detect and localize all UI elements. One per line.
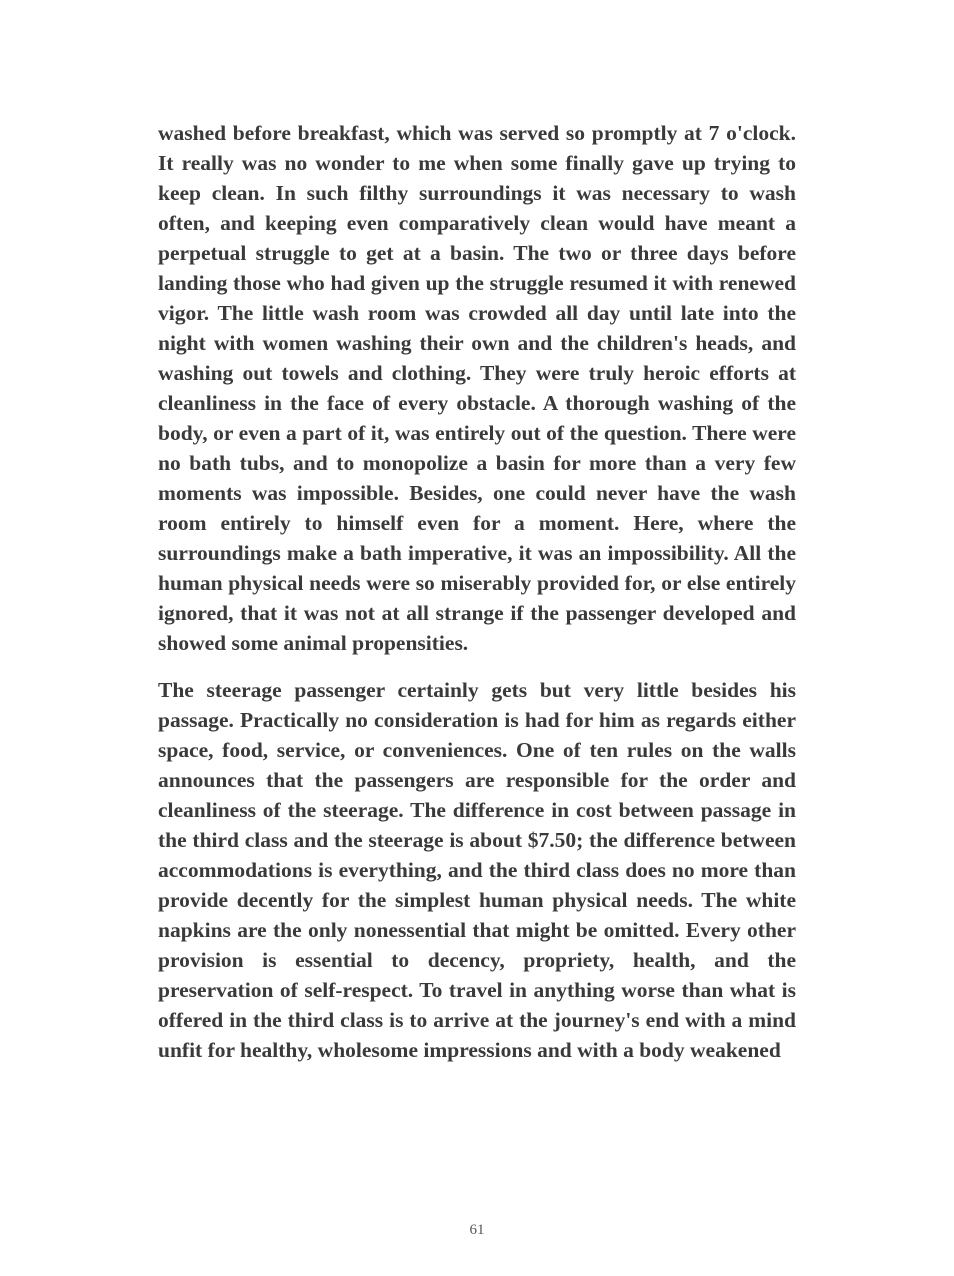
body-text <box>158 118 796 1065</box>
paragraph-2: The steerage passenger certainly gets but very little besides his passage. Practically no consideration is had for him as regards either space, food, service, or conveniences. One of ten rules on the walls announces that the passengers are responsible for the order and cleanliness of the steerage. The difference in cost between passage in the third class and the steerage is about $7.50; the difference between accommodations is everything, and the third class does no more than provide decently for the simplest human physical needs. The white napkins are the only nonessential that might be omitted. Every other provision is essential to decency, propriety, health, and the preservation of self-respect. To travel in anything worse than what is offered in the third class is to arrive at the journey's end with a mind unfit for healthy, wholesome impressions and with a body weakened <box>158 678 796 1062</box>
paragraph-1: washed before breakfast, which was served so promptly at 7 o'clock. It really was no wonder to me when some finally gave up trying to keep clean. In such filthy surroundings it was necessary to wash often, and keeping even comparatively clean would have meant a perpetual struggle to get at a basin. The two or three days before landing those who had given up the struggle resumed it with renewed vigor. The little wash room was crowded all day until late into the night with women washing their own and the children's heads, and washing out towels and clothing. They were truly heroic efforts at cleanliness in the face of every obstacle. A thorough washing of the body, or even a part of it, was entirely out of the question. There were no bath tubs, and to monopolize a basin for more than a very few moments was impossible. Besides, one could never have the wash room entirely to himself even for a moment. Here, where the surroundings make a bath imperative, it was an impossibility. All the human physical needs were so miserably provided for, or else entirely ignored, that it was not at all strange if the passenger developed and showed some animal propensities. <box>158 121 796 655</box>
page-number: 61 <box>469 1222 485 1238</box>
